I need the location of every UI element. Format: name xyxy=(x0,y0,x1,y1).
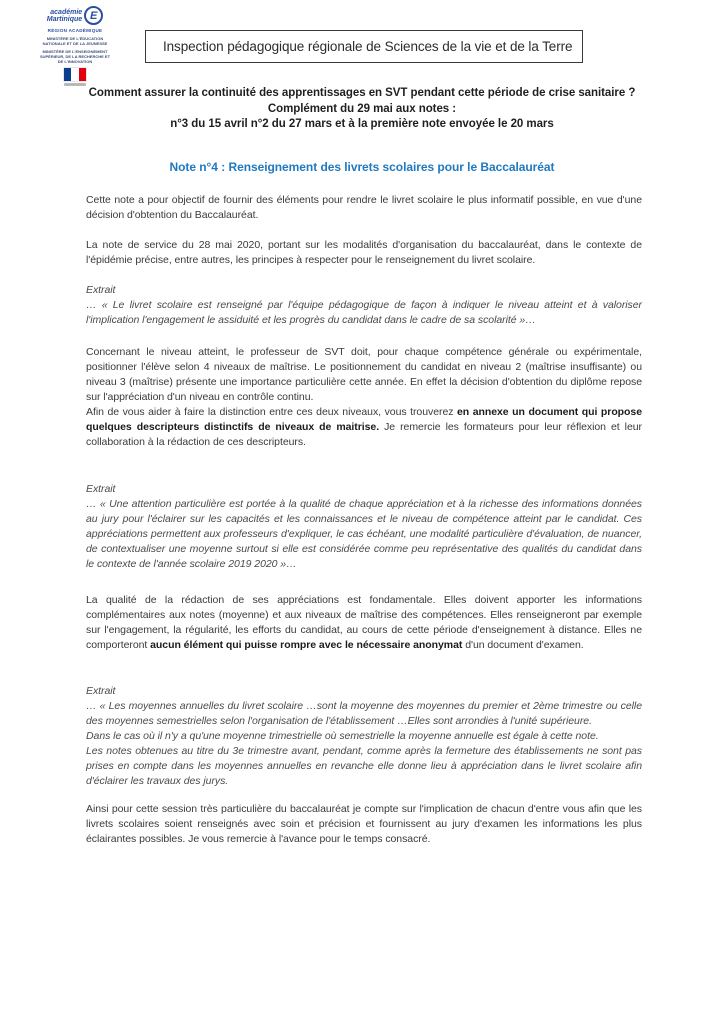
note-title: Note n°4 : Renseignement des livrets scolaires pour le Baccalauréat xyxy=(169,160,555,174)
flag-white-stripe xyxy=(71,68,78,81)
academy-name-line1: académie xyxy=(50,8,83,16)
heading-line-1: Comment assurer la continuité des apprentissages en SVT pendant cette période de crise sanitaire ? xyxy=(88,87,636,99)
heading-line-3: n°3 du 15 avril n°2 du 27 mars et à la première note envoyée le 20 mars xyxy=(170,118,554,130)
ministry-education-label: MINISTÈRE DE L'ÉDUCATION NATIONALE ET DE LA JEUNESSE xyxy=(42,36,108,46)
extrait-3 xyxy=(86,684,642,789)
paragraph-annexe-post: Je remercie les formateurs pour leur réflexion et leur collaboration à la rédaction de ces descripteurs. xyxy=(86,421,642,448)
document-heading xyxy=(0,86,724,133)
paragraph-note-de-service-text: La note de service du 28 mai 2020, portant sur les modalités d'organisation du baccalauréat, dans le contexte de l'épidémie précise, entre autres, les principes à respecter pour le renseignement du livret scolaire. xyxy=(86,239,642,266)
paragraph-appreciations-text xyxy=(86,593,642,653)
paragraph-annexe-pre: Afin de vous aider à faire la distinction entre ces deux niveaux, vous trouverez xyxy=(86,406,457,418)
academy-name-line2: Martinique xyxy=(46,15,83,23)
paragraph-objective xyxy=(86,193,642,223)
header-box xyxy=(145,30,583,63)
marianne-e-icon: E xyxy=(84,6,103,25)
extrait-3-line-1: … « Les moyennes annuelles du livret scolaire …sont la moyenne des moyennes du premier et 2ème trimestre ou celle des moyennes semestrielles selon l'organisation de l'établissement …Elles sont arrondies à l'unité supérieure. xyxy=(86,700,642,727)
extrait-3-line-3: Les notes obtenues au titre du 3e trimestre avant, pendant, comme après la fermeture des établissements ne sont pas prises en compte dans les moyennes annuelles en revanche elle donne lieu à appréciation dans le livret scolaire afin d'éclairer les travaux des jurys. xyxy=(86,745,642,787)
paragraph-annexe-bold: en annexe un document qui propose quelques descripteurs distinctifs de niveaux de maitrise. xyxy=(86,406,642,433)
extrait-1-label: Extrait xyxy=(86,284,116,296)
paragraph-appreciations xyxy=(86,593,642,653)
extrait-1-text: … « Le livret scolaire est renseigné par l'équipe pédagogique de façon à indiquer le niveau atteint et à valoriser l'implication l'engagement le assiduité et les progrès du candidat dans le cadre de sa scolarité »… xyxy=(86,299,642,326)
extrait-3-line-2: Dans le cas où il n'y a qu'une moyenne trimestrielle où semestrielle la moyenne annuelle est égale à cette note. xyxy=(86,730,599,742)
paragraph-conclusion xyxy=(86,802,642,847)
paragraph-appreciations-post: d'un document d'examen. xyxy=(462,639,584,651)
region-academique-label: RÉGION ACADÉMIQUE xyxy=(47,28,103,33)
french-flag-icon xyxy=(64,68,86,81)
extrait-2-text: … « Une attention particulière est portée à la qualité de chaque appréciation et à la richesse des informations données au jury pour l'éclairer sur les capacités et les connaissances et le niveau de compétence atteint par le candidat. Ces appréciations permettent aux professeurs d'expliquer, le cas échéant, une modalité particulière d'évaluation, de nuancer, de contextualiser une moyenne surtout si elle est considérée comme peu représentative des qualités du candidat dans le contexte de l'année scolaire 2019 2020 »… xyxy=(86,498,642,570)
extrait-1 xyxy=(86,283,642,328)
flag-blue-stripe xyxy=(64,68,71,81)
extrait-2-label: Extrait xyxy=(86,483,116,495)
ministry-research-label: MINISTÈRE DE L'ENSEIGNEMENT SUPÉRIEUR, DE LA RECHERCHE ET DE L'INNOVATION xyxy=(39,49,111,64)
academy-wordmark xyxy=(47,6,103,25)
paragraph-objective-text: Cette note a pour objectif de fournir des éléments pour rendre le livret scolaire le plus informatif possible, en vue d'une décision d'obtention du Baccalauréat. xyxy=(86,194,642,221)
paragraph-appreciations-pre: La qualité de la rédaction de ses appréciations est fondamentale. Elles doivent apporter les informations complémentaires aux notes (moyenne) et aux niveaux de maîtrise des compétences. Elles renseigneront par exemple sur l'engagement, la régularité, les efforts du candidat, au cours de cette période d'enseignement à distance. Elles ne comporteront xyxy=(86,594,642,651)
heading-line-2: Complément du 29 mai aux notes : xyxy=(267,102,457,115)
academy-name xyxy=(47,9,82,23)
paragraph-note-de-service xyxy=(86,238,642,268)
paragraph-appreciations-bold: aucun élément qui puisse rompre avec le nécessaire anonymat xyxy=(150,639,463,651)
paragraph-niveaux-maitrise xyxy=(86,345,642,450)
flag-red-stripe xyxy=(79,68,86,81)
header-box-text: Inspection pédagogique régionale de Sciences de la vie et de la Terre xyxy=(163,39,573,54)
paragraph-conclusion-text: Ainsi pour cette session très particulière du baccalauréat je compte sur l'implication de chacun d'entre vous afin que les livrets scolaires soient renseignés avec soin et précision et fournissent au jury d'examen les informations les plus éclairantes possibles. Je vous remercie à l'avance pour le temps consacré. xyxy=(86,803,642,845)
academie-martinique-logo xyxy=(36,6,114,86)
paragraph-annexe xyxy=(86,405,642,450)
extrait-3-label: Extrait xyxy=(86,685,116,697)
extrait-2 xyxy=(86,482,642,572)
paragraph-niveaux-maitrise-text: Concernant le niveau atteint, le professeur de SVT doit, pour chaque compétence générale ou expérimentale, positionner l'élève selon 4 niveaux de maîtrise. Le positionnement du candidat en niveau 2 (maîtrise insuffisante) ou niveau 3 (maîtrise) présente une importance particulière cette année. En effet la décision d'obtention du diplôme repose sur l'appréciation d'un niveau en contrôle continu. xyxy=(86,346,642,403)
